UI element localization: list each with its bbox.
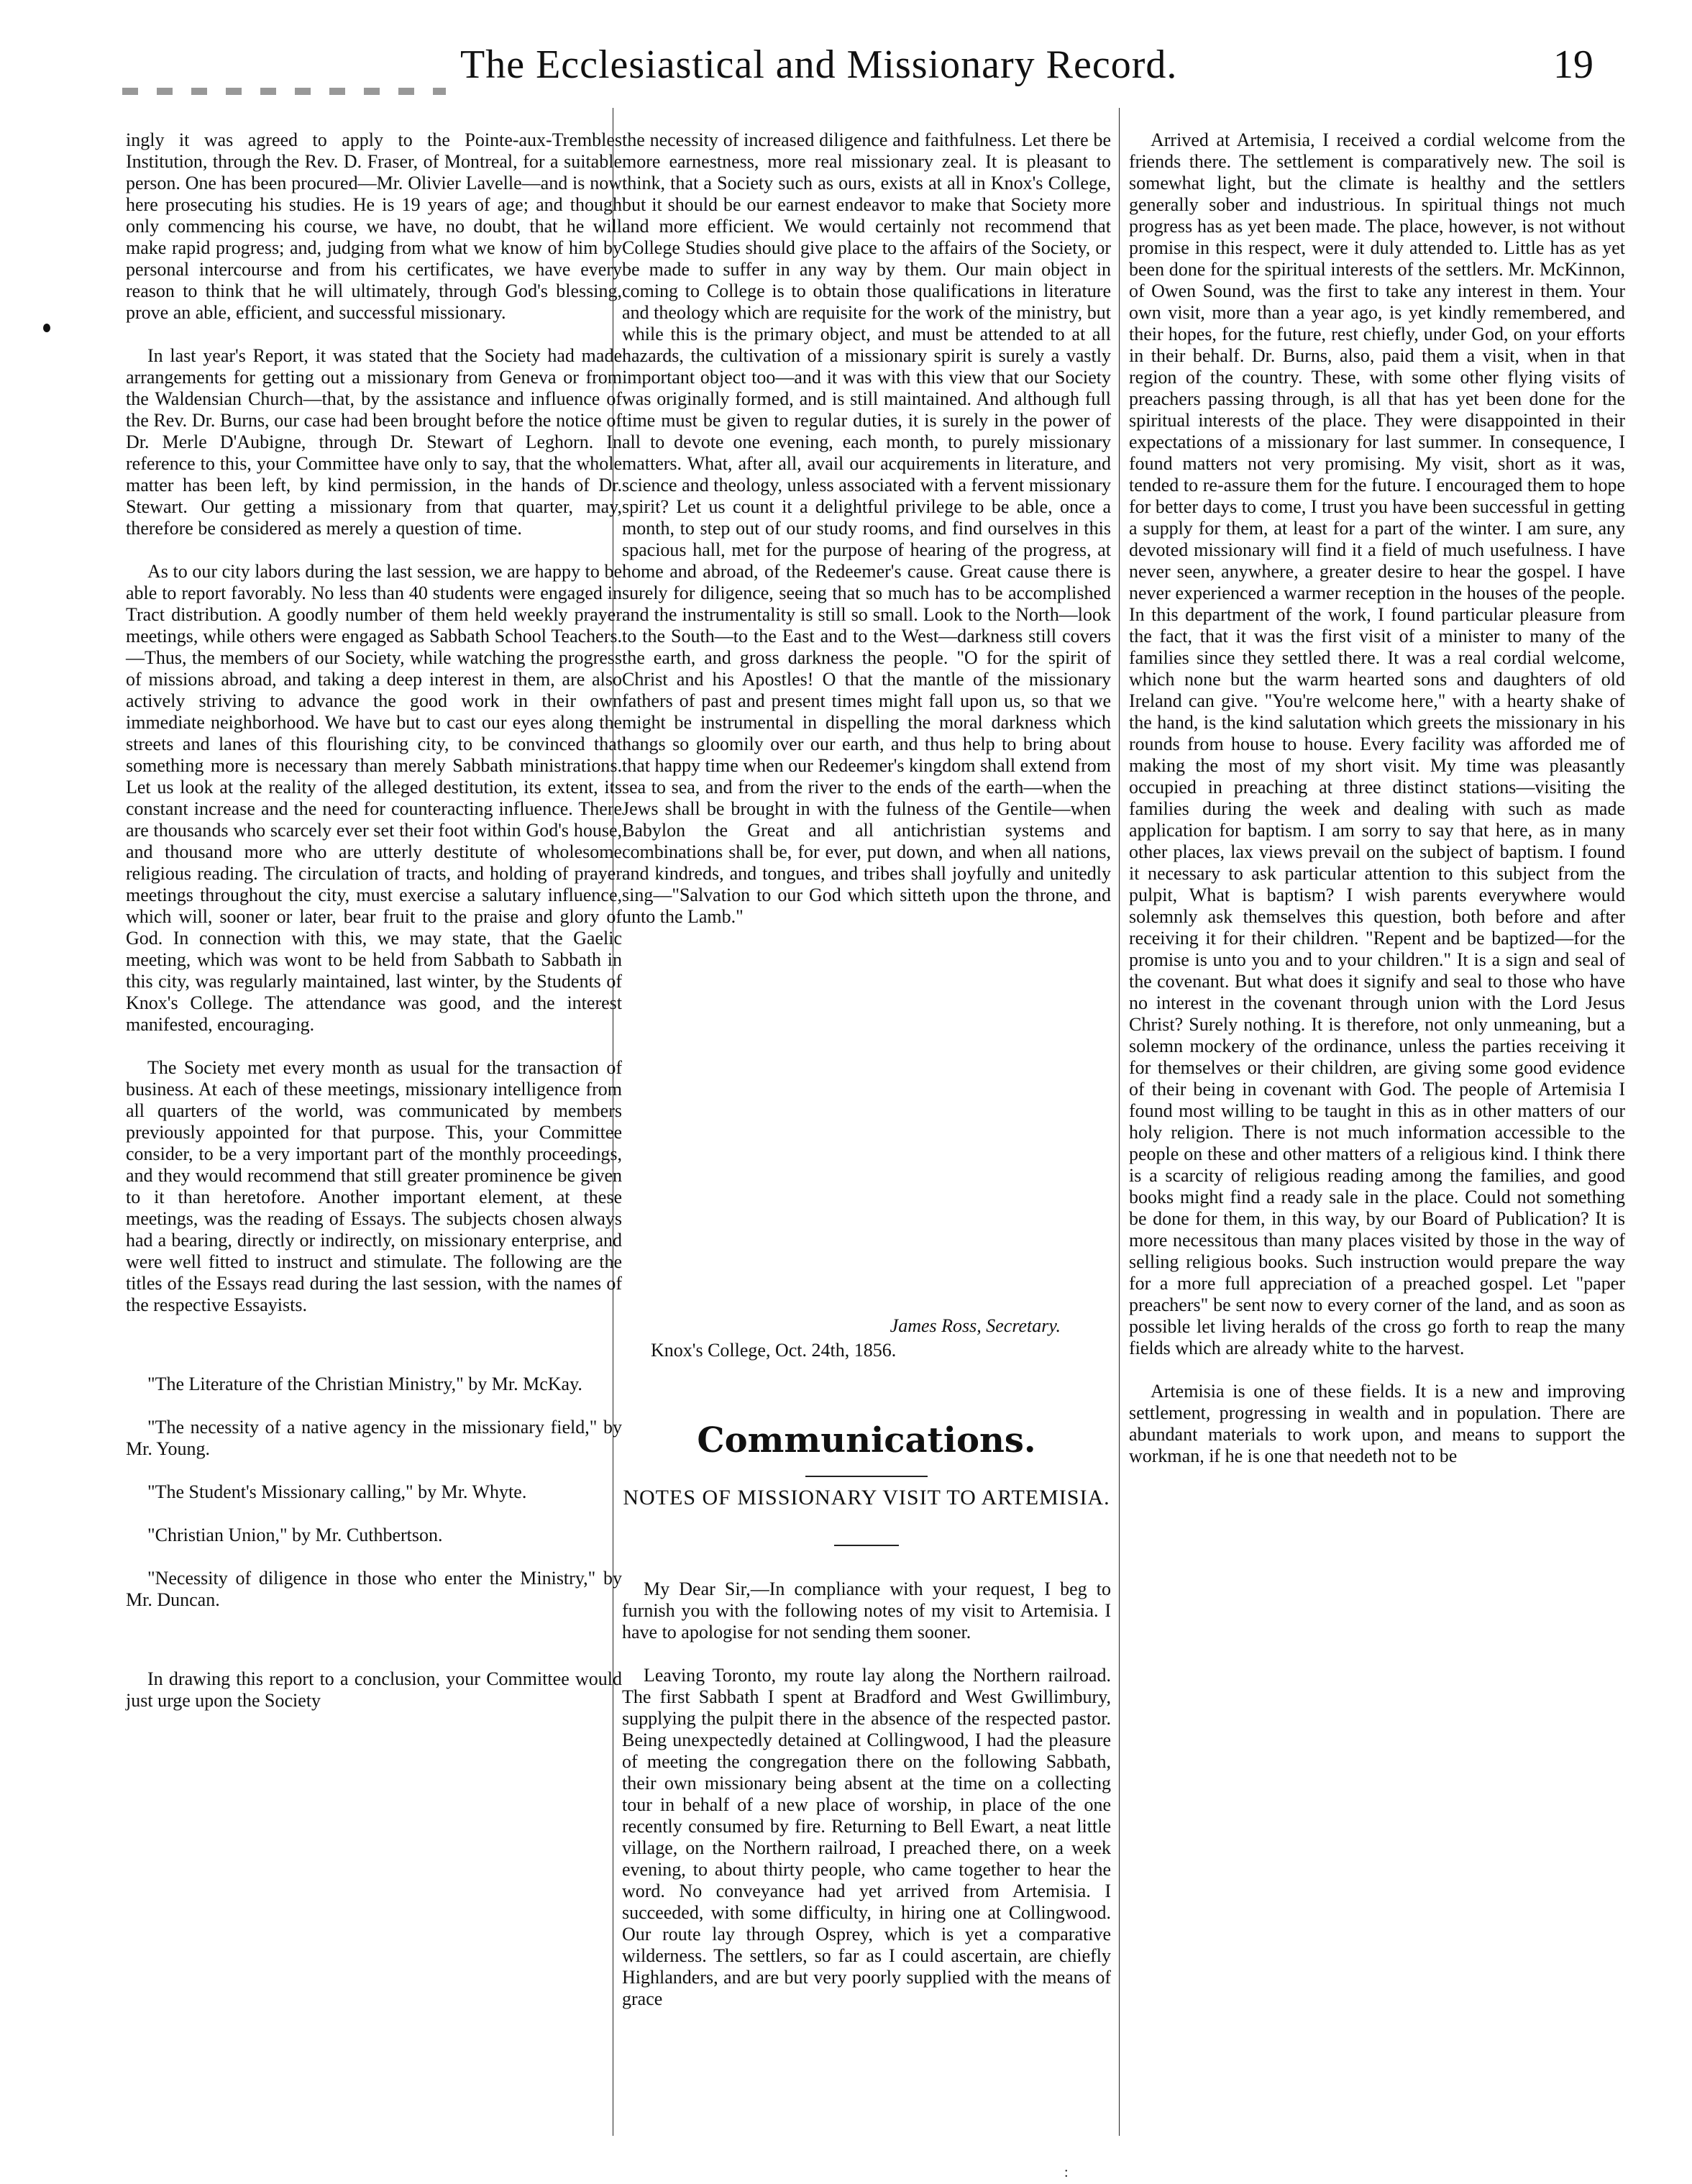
column-1: [126, 108, 622, 2165]
dateline: Knox's College, Oct. 24th, 1856.: [651, 1340, 897, 1361]
secretary-signature: James Ross, Secretary.: [890, 1315, 1061, 1336]
page-header: [0, 0, 1692, 101]
column-rule-right: [1119, 108, 1120, 2136]
column-3: [1129, 108, 1625, 2165]
print-smudge: [122, 88, 446, 95]
essay-item: "The Student's Missionary calling," by Mr. Whyte.: [147, 1481, 527, 1502]
article-title: NOTES OF MISSIONARY VISIT TO ARTEMISIA.: [623, 1486, 1110, 1509]
column1-paragraph-2: In last year's Report, it was stated that the Society had made arrangements for getting out a missionary from Geneva or from the Waldensian Church—that, by the assistance and influence of the Rev. Dr. Burns, our case had been brought before the notice of Dr. Merle D'Aubigne, through Dr. Stewart of Leghorn. In reference to this, your Committee have only to say, that the whole matter has been left, by kind permission, in the hands of Dr. Stewart. Our getting a missionary from that quarter, may, therefore be considered as merely a question of time.: [126, 345, 622, 539]
essay-item: "Necessity of diligence in those who enter the Ministry," by Mr. Duncan.: [126, 1568, 622, 1610]
column2-paragraph-1: the necessity of increased diligence and faithfulness. Let there be more earnestness, more real missionary zeal. It is pleasant to think, that a Society such as ours, exists at all in Knox's College, but it should be our earnest endeavor to make that Society more and more efficient. We would certainly not recommend that College Studies should give place to the affairs of the Society, or be made to suffer in any way by them. Our main object in coming to College is to obtain those qualifications in literature and theology which are requisite for the work of the ministry, but while this is the primary object, and must be attended to at all hazards, the cultivation of a missionary spirit is surely a vastly important object too—and it was with this view that our Society was originally formed, and is still maintained. And although full time must be given to regular duties, it is surely in the power of all to devote one evening, each month, to purely missionary matters. What, after all, avail our acquirements in literature, and science and theology, unless associated with a fervent missionary spirit? Let us count it a delightful privilege to be able, once a month, to step out of our study rooms, and find ourselves in this spacious hall, met for the purpose of hearing of the progress, at home and abroad, of the Redeemer's cause. Great cause there is surely for diligence, seeing that so much has to be accomplished and the instrumentality is still so small. Look to the North—look to the South—to the East and to the West—darkness still covers the earth, and gross darkness the people. "O for the spirit of Christ and his Apostles! O that the mantle of the missionary fathers of past and present times might fall upon us, so that we might be instrumental in dispelling the moral darkness which hangs so gloomily over our earth, and thus help to bring about that happy time when our Redeemer's kingdom shall extend from sea to sea, and from the river to the ends of the earth—when the Jews shall be brought in with the fulness of the Gentile—when Babylon the Great and all antichristian systems and combinations shall be, for ever, put down, and when all nations, and kindreds, and tongues, and tribes shall joyfully and unitedly sing—"Salvation to our God which sitteth upon the throne, and unto the Lamb.": [622, 129, 1111, 927]
column1-paragraph-5: In drawing this report to a conclusion, your Committee would just urge upon the Society: [126, 1668, 622, 1711]
section-title: Communications.: [697, 1420, 1036, 1461]
page-mark: :: [1064, 2165, 1069, 2180]
essay-item: "Christian Union," by Mr. Cuthbertson.: [147, 1525, 443, 1545]
column1-paragraph-4: The Society met every month as usual for the transaction of business. At each of these meetings, missionary intelligence from all quarters of the world, was communicated by members previously appointed for that purpose. This, your Committee consider, to be a very important part of the monthly proceedings, and they would recommend that still greater prominence be given to it than heretofore. Another important element, at these meetings, was the reading of Essays. The subjects chosen always had a bearing, directly or indirectly, on missionary enterprise, and were well fitted to instruct and stimulate. The following are the titles of the Essays read during the last session, with the names of the respective Essayists.: [126, 1057, 622, 1315]
article-rule: [834, 1545, 899, 1546]
essay-list: [126, 1352, 622, 1632]
column3-paragraph-1: Arrived at Artemisia, I received a cordial welcome from the friends there. The settlement is comparatively new. The soil is somewhat light, but the climate is healthy and the settlers generally sober and industrious. In spiritual things not much progress has as yet been made. The place, however, is not without promise in this respect, were it duly attended to. Little has as yet been done for the spiritual interests of the settlers. Mr. McKinnon, of Owen Sound, was the first to take any interest in them. Your own visit, more than a year ago, is yet kindly remembered, and their hopes, for the future, rest chiefly, under God, on your efforts in their behalf. Dr. Burns, also, paid them a visit, when in that region of the country. These, with some other flying visits of preachers passing through, is all that has yet been done for the spiritual interests of the place. They were disappointed in their expectations of a missionary for last summer. In consequence, I found matters not very promising. My visit, short as it was, tended to re-assure them for the future. I encouraged them to hope for better days to come, I trust you have been successful in getting a supply for them, at least for a part of the winter. I am sure, any devoted missionary will find it a field of much usefulness. I have never seen, anywhere, a greater desire to hear the gospel. I have never experienced a warmer reception in the houses of the people. In this department of the work, I found particular pleasure from the fact, that it was the first visit of a minister to many of the families since they settled there. It was a real cordial welcome, which none but the warm hearted sons and daughters of old Ireland can give. "You're welcome here," with a hearty shake of the hand, is the kind salutation which greets the missionary in his rounds from house to house. Every facility was afforded me of making the most of my short visit. My time was pleasantly occupied in preaching at three distinct stations—visiting the families during the week and dealing with such as made application for baptism. I am sorry to say that here, as in many other places, lax views prevail on the subject of baptism. I found it necessary to ask particular attention to this subject from the pulpit, What is baptism? I wish parents everywhere would solemnly ask themselves this question, both before and after receiving it for their children. "Repent and be baptized—for the promise is unto you and to your children." It is a sign and seal of the covenant. But what does it signify and seal to those who have no interest in the covenant through union with the Lord Jesus Christ? Surely nothing. It is therefore, not only unmeaning, but a solemn mockery of the ordinance, unless the parties receiving it for themselves or their children, are giving some good evidence of their being in covenant with God. The people of Artemisia I found most willing to be taught in this as in other matters of our holy religion. There is not much information accessible to the people on these and other matters of a religious kind. I think there is a scarcity of religious reading among the families, and good books might find a ready sale in the place. Could not something be done for them, in this way, by our Board of Publication? It is more necessitous than many places visited by those in the way of selling religious books. Such instruction would prepare the way for a more full appreciation of a preached gospel. Let "paper preachers" be sent now to every corner of the land, and as soon as possible let living heralds of the cross go forth to reap the many fields which are already white to the harvest.: [1129, 129, 1625, 1358]
column1-paragraph-3: As to our city labors during the last session, we are happy to be able to report favorably. No less than 40 students were engaged in Tract distribution. A goodly number of them held weekly prayer meetings, while others were engaged as Sabbath School Teachers.—Thus, the members of our Society, while watching the progress of missions abroad, and taking a deep interest in them, are also actively striving to advance the good work in their own immediate neighborhood. We have but to cast our eyes along the streets and lanes of this flourishing city, to be convinced that something more is necessary than merely Sabbath ministrations. Let us look at the reality of the alleged destitution, its extent, its constant increase and the need for counteracting influence. There are thousands who scarcely ever set their foot within God's house, and thousand more who are utterly destitute of wholesome religious reading. The circulation of tracts, and holding of prayer meetings throughout the city, must exercise a salutary influence, which will, sooner or later, bear fruit to the praise and glory of God. In connection with this, we may state, that the Gaelic meeting, which was wont to be held from Sabbath to Sabbath in this city, was regularly maintained, last winter, by the Students of Knox's College. The attendance was good, and the interest manifested, encouraging.: [126, 561, 622, 1035]
column-2: [622, 108, 1111, 1316]
column3-paragraph-2: Artemisia is one of these fields. It is a new and improving settlement, progressing in wealth and in population. There are abundant materials to work upon, and means to support the workman, if he is one that needeth not to be: [1129, 1381, 1625, 1466]
essay-item: "The Literature of the Christian Ministry," by Mr. McKay.: [147, 1374, 582, 1394]
column1-paragraph-1: ingly it was agreed to apply to the Pointe-aux-Trembles Institution, through the Rev. D. Fraser, of Montreal, for a suitable person. One has been procured—Mr. Olivier Lavelle—and is now here prosecuting his studies. He is 19 years of age; and though only commencing his course, we have, no doubt, that he will make rapid progress; and, judging from what we know of him by personal intercourse and from his certificates, we have every reason to think that he will ultimately, through God's blessing, prove an able, efficient, and successful missionary.: [126, 129, 622, 323]
ink-mark: [43, 324, 50, 332]
essay-item: "The necessity of a native agency in the missionary field," by Mr. Young.: [126, 1417, 622, 1459]
page-number: 19: [1553, 42, 1593, 87]
article-paragraph: Leaving Toronto, my route lay along the Northern railroad. The first Sabbath I spent at Bradford and West Gwillimbury, supplying the pulpit there in the absence of the respected pastor. Being unexpectedly detained at Collingwood, I had the pleasure of meeting the congregation there on the following Sabbath, their own missionary being absent at the time on a collecting tour in behalf of a new place of worship, in place of the one recently consumed by fire. Returning to Bell Ewart, a neat little village, on the Northern railroad, I preached there, on a week evening, to about thirty people, who came together to hear the word. No conveyance had yet arrived from Artemisia. I succeeded, with some difficulty, in hiring one at Collingwood. Our route lay through Osprey, which is yet a comparative wilderness. The settlers, so far as I could ascertain, are chiefly Highlanders, and are but very poorly supplied with the means of grace: [622, 1665, 1111, 2009]
article-salutation: My Dear Sir,—In compliance with your request, I beg to furnish you with the following notes of my visit to Artemisia. I have to apologise for not sending them sooner.: [622, 1578, 1111, 1642]
journal-title: The Ecclesiastical and Missionary Record.: [460, 42, 1178, 87]
section-rule: [805, 1476, 928, 1477]
column-2-article: [622, 1557, 1111, 2154]
